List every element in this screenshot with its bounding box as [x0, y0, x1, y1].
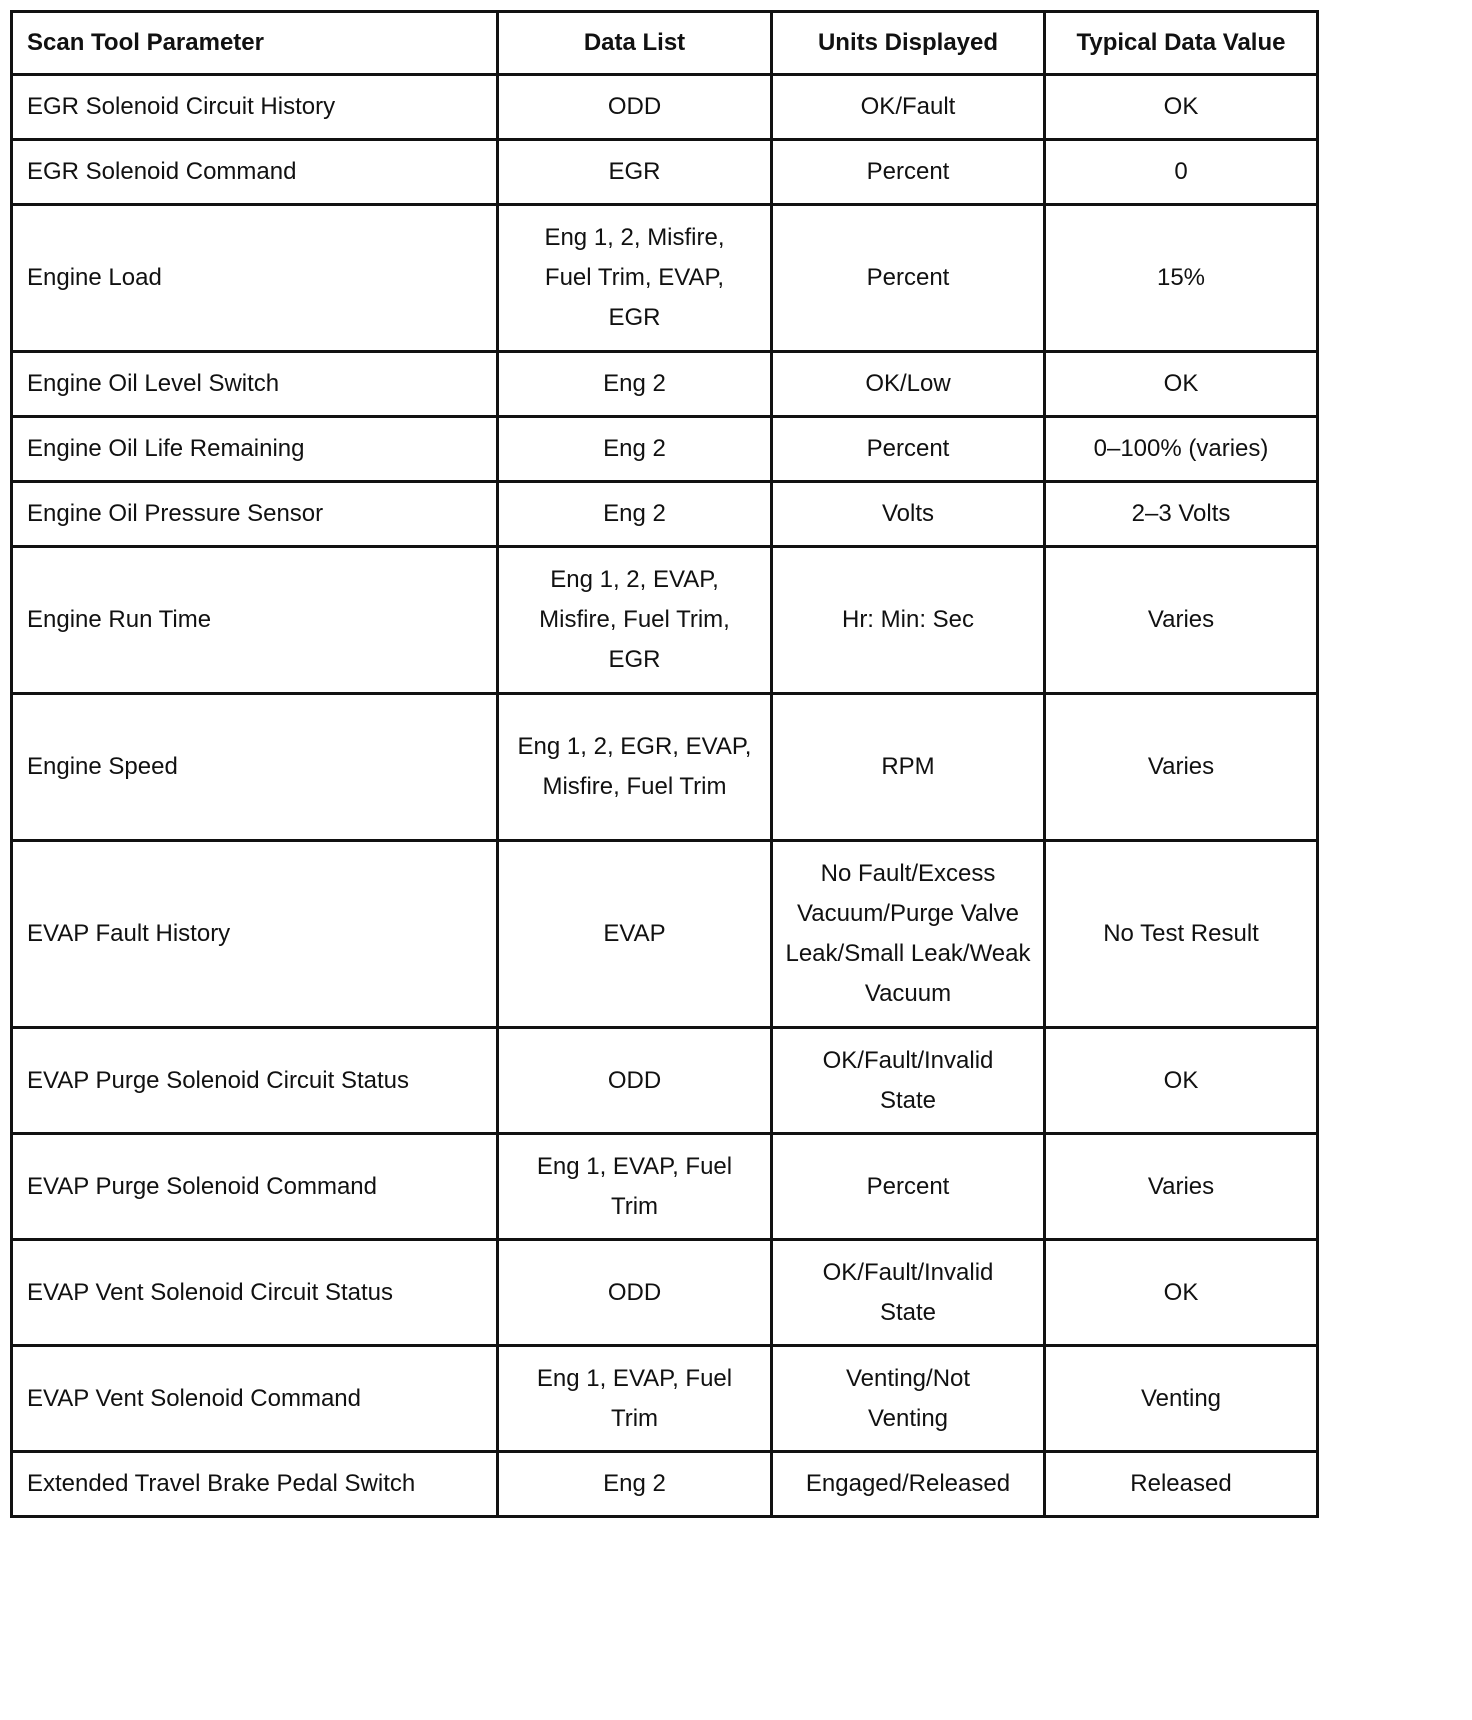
- typical-value-cell: OK: [1045, 1028, 1318, 1134]
- typical-value-cell: Venting: [1045, 1346, 1318, 1452]
- parameter-cell: Engine Oil Life Remaining: [12, 417, 498, 482]
- parameter-cell: EVAP Fault History: [12, 841, 498, 1028]
- data-list-cell: Eng 2: [498, 417, 772, 482]
- header-data-list: Data List: [498, 12, 772, 75]
- typical-value-cell: Varies: [1045, 547, 1318, 694]
- typical-value-cell: 0–100% (varies): [1045, 417, 1318, 482]
- units-cell: Hr: Min: Sec: [772, 547, 1045, 694]
- table-body: [12, 75, 1318, 1517]
- parameter-cell: Engine Oil Pressure Sensor: [12, 482, 498, 547]
- data-list-cell: ODD: [498, 1240, 772, 1346]
- data-list-cell: Eng 1, EVAP, Fuel Trim: [498, 1134, 772, 1240]
- data-list-cell: Eng 1, 2, Misfire, Fuel Trim, EVAP, EGR: [498, 205, 772, 352]
- table-row: [12, 1028, 1318, 1134]
- table-row: [12, 205, 1318, 352]
- table-row: [12, 1240, 1318, 1346]
- table-row: [12, 1346, 1318, 1452]
- typical-value-cell: Released: [1045, 1452, 1318, 1517]
- units-cell: RPM: [772, 694, 1045, 841]
- table-row: [12, 1452, 1318, 1517]
- header-typical-data-value: Typical Data Value: [1045, 12, 1318, 75]
- units-cell: No Fault/Excess Vacuum/Purge Valve Leak/Small Leak/Weak Vacuum: [772, 841, 1045, 1028]
- units-cell: OK/Fault/Invalid State: [772, 1240, 1045, 1346]
- units-cell: Percent: [772, 417, 1045, 482]
- units-cell: Percent: [772, 140, 1045, 205]
- data-list-cell: Eng 2: [498, 1452, 772, 1517]
- parameter-cell: Engine Oil Level Switch: [12, 352, 498, 417]
- units-cell: Volts: [772, 482, 1045, 547]
- data-list-cell: Eng 2: [498, 482, 772, 547]
- parameter-cell: EGR Solenoid Circuit History: [12, 75, 498, 140]
- table-row: [12, 547, 1318, 694]
- table-row: [12, 417, 1318, 482]
- typical-value-cell: 0: [1045, 140, 1318, 205]
- typical-value-cell: OK: [1045, 75, 1318, 140]
- data-list-cell: Eng 1, 2, EGR, EVAP, Misfire, Fuel Trim: [498, 694, 772, 841]
- parameter-cell: Engine Speed: [12, 694, 498, 841]
- units-cell: Percent: [772, 205, 1045, 352]
- table-row: [12, 140, 1318, 205]
- data-list-cell: Eng 1, 2, EVAP, Misfire, Fuel Trim, EGR: [498, 547, 772, 694]
- units-cell: OK/Fault: [772, 75, 1045, 140]
- header-units-displayed: Units Displayed: [772, 12, 1045, 75]
- typical-value-cell: 2–3 Volts: [1045, 482, 1318, 547]
- units-cell: Engaged/Released: [772, 1452, 1045, 1517]
- scan-tool-data-document: [10, 10, 1319, 1518]
- scan-tool-data-table: [10, 10, 1319, 1518]
- table-header: [12, 12, 1318, 75]
- parameter-cell: EVAP Vent Solenoid Circuit Status: [12, 1240, 498, 1346]
- header-scan-tool-parameter: Scan Tool Parameter: [12, 12, 498, 75]
- parameter-cell: Engine Load: [12, 205, 498, 352]
- table-row: [12, 694, 1318, 841]
- data-list-cell: Eng 1, EVAP, Fuel Trim: [498, 1346, 772, 1452]
- parameter-cell: EVAP Purge Solenoid Circuit Status: [12, 1028, 498, 1134]
- parameter-cell: Engine Run Time: [12, 547, 498, 694]
- table-row: [12, 482, 1318, 547]
- table-row: [12, 75, 1318, 140]
- typical-value-cell: Varies: [1045, 1134, 1318, 1240]
- typical-value-cell: No Test Result: [1045, 841, 1318, 1028]
- table-row: [12, 1134, 1318, 1240]
- parameter-cell: Extended Travel Brake Pedal Switch: [12, 1452, 498, 1517]
- data-list-cell: EVAP: [498, 841, 772, 1028]
- parameter-cell: EVAP Vent Solenoid Command: [12, 1346, 498, 1452]
- data-list-cell: EGR: [498, 140, 772, 205]
- parameter-cell: EGR Solenoid Command: [12, 140, 498, 205]
- header-row: [12, 12, 1318, 75]
- units-cell: Venting/Not Venting: [772, 1346, 1045, 1452]
- data-list-cell: Eng 2: [498, 352, 772, 417]
- table-row: [12, 352, 1318, 417]
- typical-value-cell: Varies: [1045, 694, 1318, 841]
- parameter-cell: EVAP Purge Solenoid Command: [12, 1134, 498, 1240]
- typical-value-cell: OK: [1045, 352, 1318, 417]
- typical-value-cell: 15%: [1045, 205, 1318, 352]
- data-list-cell: ODD: [498, 1028, 772, 1134]
- units-cell: OK/Fault/Invalid State: [772, 1028, 1045, 1134]
- data-list-cell: ODD: [498, 75, 772, 140]
- typical-value-cell: OK: [1045, 1240, 1318, 1346]
- units-cell: Percent: [772, 1134, 1045, 1240]
- units-cell: OK/Low: [772, 352, 1045, 417]
- table-row: [12, 841, 1318, 1028]
